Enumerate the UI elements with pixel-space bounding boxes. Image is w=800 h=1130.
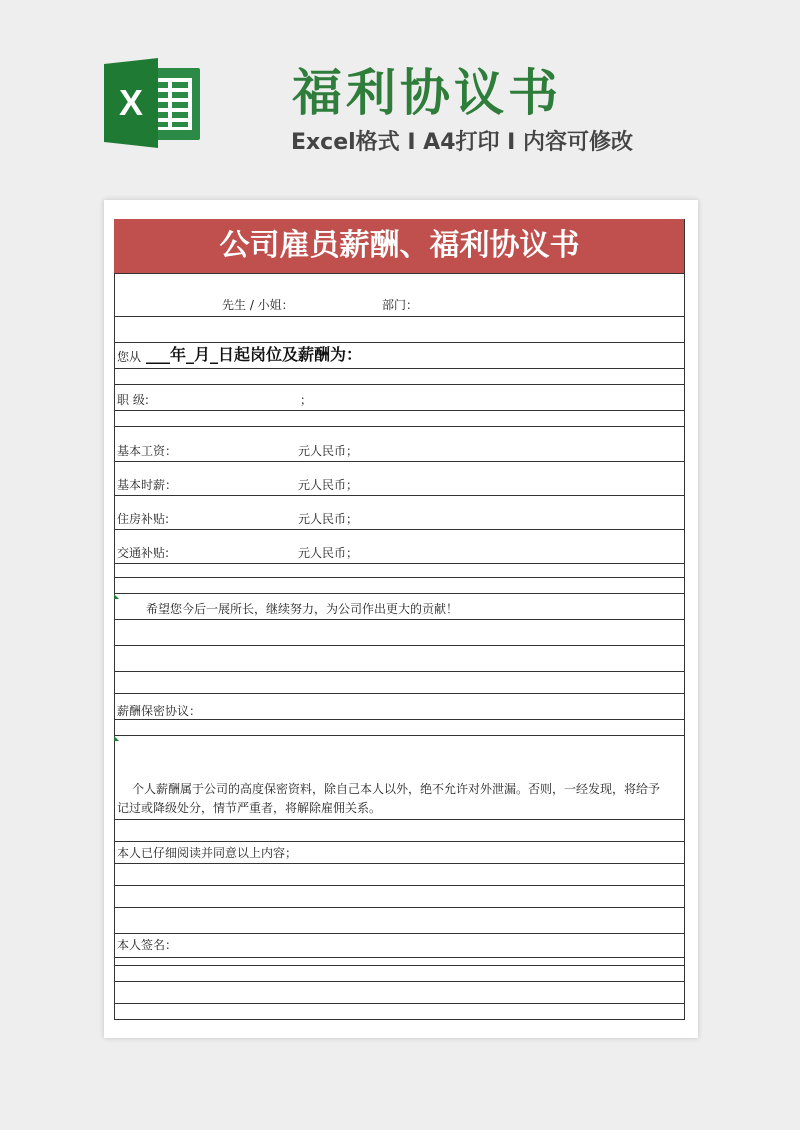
pay-item-label: 基本时薪： <box>117 478 178 492</box>
page-title: 福利协议书 <box>292 64 562 122</box>
row-line <box>114 719 685 720</box>
excel-logo-icon <box>104 58 204 148</box>
document-paper <box>104 200 698 1038</box>
row-line <box>114 273 685 274</box>
row-line <box>114 819 685 820</box>
pay-item-label: 交通补贴: <box>117 546 170 560</box>
since-prefix: 您从 <box>117 350 142 364</box>
rank-semicolon: ； <box>300 393 313 407</box>
form-banner-title: 公司雇员薪酬、福利协议书 <box>114 219 685 273</box>
right-border-lower <box>684 819 685 1019</box>
row-line <box>114 957 685 958</box>
row-line <box>114 1003 685 1004</box>
pay-item-unit: 元人民币； <box>298 444 359 458</box>
row-line <box>114 1019 685 1020</box>
cell-comment-marker <box>114 736 119 741</box>
row-line <box>114 907 685 908</box>
row-line <box>114 841 685 842</box>
row-line <box>114 645 685 646</box>
row-line <box>114 342 685 343</box>
row-line <box>114 619 685 620</box>
row-line <box>114 426 685 427</box>
banner-right-border <box>684 219 685 273</box>
row-line <box>114 981 685 982</box>
pay-item-unit: 元人民币； <box>298 546 359 560</box>
row-line <box>114 965 685 966</box>
row-line <box>114 593 685 594</box>
row-line <box>114 495 685 496</box>
excel-logo-letter: X <box>118 82 144 123</box>
row-line <box>114 410 685 411</box>
row-line <box>114 933 685 934</box>
row-line <box>114 368 685 369</box>
pay-item-label: 基本工资： <box>117 444 178 458</box>
row-line <box>114 671 685 672</box>
row-line <box>114 384 685 385</box>
row-line <box>114 577 685 578</box>
confidential-text-line2: 记过或降级处分，情节严重者，将解除雇佣关系。 <box>117 801 382 815</box>
since-date-heading: ___年_月_日起岗位及薪酬为： <box>146 345 363 364</box>
pay-item-label: 住房补贴: <box>117 512 170 526</box>
wish-text: 希望您今后一展所长，继续努力，为公司作出更大的贡献！ <box>146 602 459 616</box>
confidential-label: 薪酬保密协议： <box>117 704 202 718</box>
row-line <box>114 461 685 462</box>
pay-item-unit: 元人民币； <box>298 512 359 526</box>
confidential-text-line1: 个人薪酬属于公司的高度保密资料，除自己本人以外，绝不允许对外泄漏。否则，一经发现，将给予 <box>132 782 661 796</box>
left-border-lower <box>114 819 115 1019</box>
row-line <box>114 693 685 694</box>
signature-label: 本人签名： <box>117 938 178 952</box>
agree-statement: 本人已仔细阅读并同意以上内容； <box>117 846 298 860</box>
row-line <box>114 563 685 564</box>
cell-comment-marker <box>114 594 119 599</box>
row-line <box>114 863 685 864</box>
spreadsheet-form <box>114 219 685 1019</box>
rank-label: 职 级: <box>117 393 149 407</box>
row-line <box>114 885 685 886</box>
pay-item-unit: 元人民币； <box>298 478 359 492</box>
row-line <box>114 529 685 530</box>
row-line <box>114 316 685 317</box>
page-subtitle: Excel格式 I A4打印 I 内容可修改 <box>290 130 634 155</box>
row-line <box>114 735 685 736</box>
salutation-label: 先生 / 小姐： <box>222 298 294 312</box>
department-label: 部门： <box>382 298 419 312</box>
